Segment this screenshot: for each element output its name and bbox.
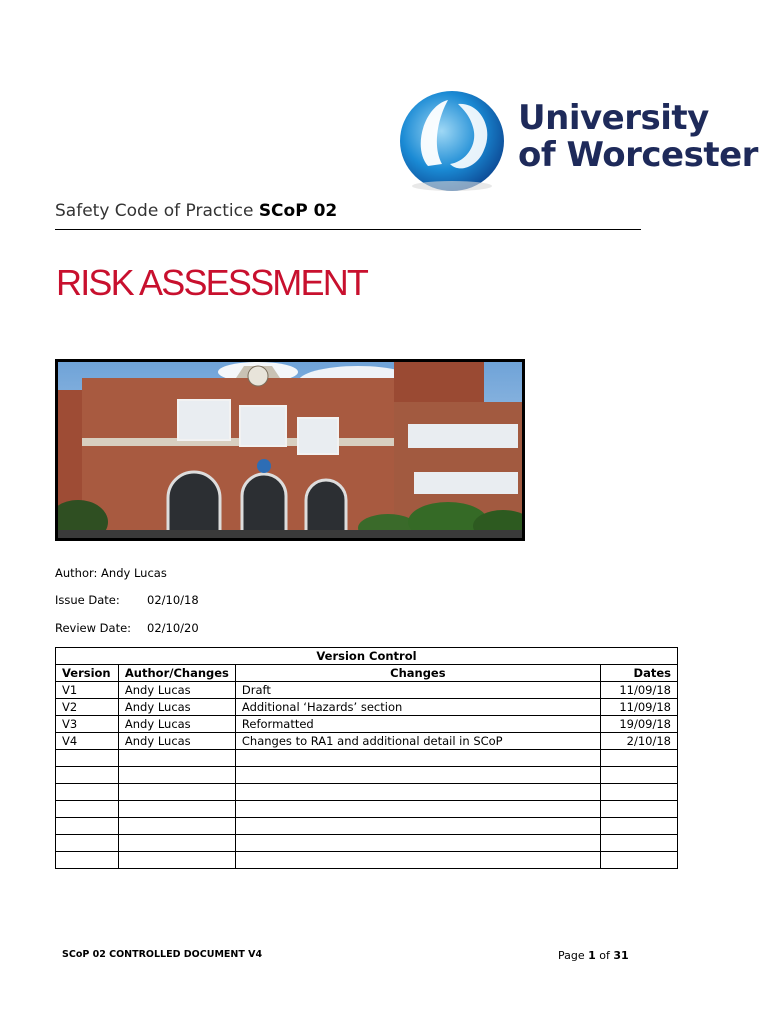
header-label [55,201,337,221]
cell-changes: Changes to RA1 and additional detail in SCoP [235,733,600,750]
review-date-label: Review Date: [55,621,132,635]
university-logo [398,88,758,194]
logo-wordmark: University of Worcester [518,98,758,175]
document-title: RISK ASSESSMENT [56,262,368,303]
table-row [56,733,678,750]
cell-changes: Draft [235,682,600,699]
cell-date: 11/09/18 [600,682,677,699]
table-row [56,801,678,818]
issue-date-label: Issue Date: [55,593,120,607]
logo-emblem-icon [398,88,510,194]
cell-date: 2/10/18 [600,733,677,750]
document-header [55,198,641,230]
footer-document-id: SCoP 02 CONTROLLED DOCUMENT V4 [62,949,263,960]
version-control-table [55,647,678,869]
cell-author: Andy Lucas [118,733,235,750]
cell-date: 19/09/18 [600,716,677,733]
table-title: Version Control [56,648,678,665]
footer-page-number: Page 1 of 31 [558,949,629,962]
cell-author: Andy Lucas [118,716,235,733]
review-date [55,621,199,635]
col-header-author: Author/Changes [118,665,235,682]
col-header-changes: Changes [235,665,600,682]
col-header-dates: Dates [600,665,677,682]
table-row [56,716,678,733]
cell-author: Andy Lucas [118,699,235,716]
header-code: SCoP 02 [258,201,338,221]
table-row [56,818,678,835]
author-line: Author: Andy Lucas [55,566,167,580]
cell-version: V3 [56,716,119,733]
table-row [56,682,678,699]
cell-changes: Reformatted [235,716,600,733]
issue-date-value: 02/10/18 [147,593,199,607]
building-photo [55,359,525,541]
col-header-version: Version [56,665,119,682]
cell-version: V1 [56,682,119,699]
table-row [56,767,678,784]
cell-date: 11/09/18 [600,699,677,716]
review-date-value: 02/10/20 [147,621,199,635]
cell-version: V2 [56,699,119,716]
table-row [56,835,678,852]
cell-version: V4 [56,733,119,750]
issue-date [55,593,199,607]
table-row [56,784,678,801]
table-row [56,750,678,767]
cell-author: Andy Lucas [118,682,235,699]
header-series: Safety Code of Practice [55,201,254,221]
table-row [56,852,678,869]
cell-changes: Additional ‘Hazards’ section [235,699,600,716]
table-row [56,699,678,716]
